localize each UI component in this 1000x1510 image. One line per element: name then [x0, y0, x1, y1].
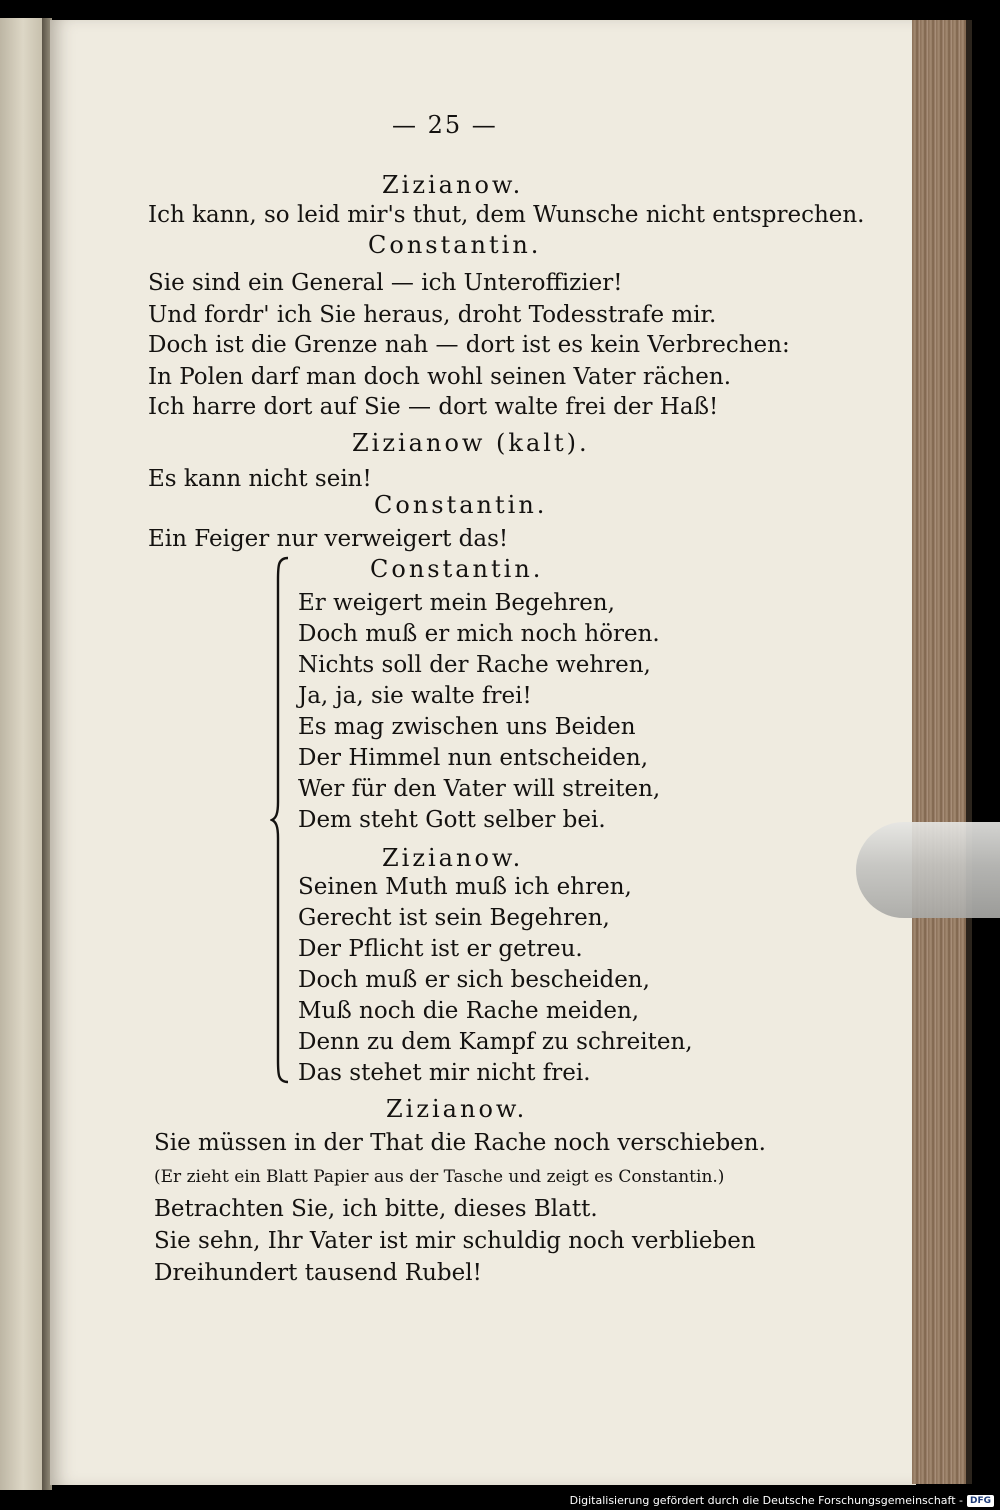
speaker-name: Constantin. [370, 555, 544, 583]
verse-line: Muß noch die Rache meiden, [298, 998, 640, 1024]
speaker-name: Zizianow. [382, 844, 524, 872]
verse-line: Ein Feiger nur verweigert das! [148, 526, 509, 552]
verse-line: Sie sind ein General — ich Unteroffizier! [148, 270, 623, 296]
verse-line: Er weigert mein Begehren, [298, 590, 615, 616]
verse-line: Denn zu dem Kampf zu schreiten, [298, 1029, 693, 1055]
verse-line: Und fordr' ich Sie heraus, droht Todesstrafe mir. [148, 302, 717, 328]
verse-line: Betrachten Sie, ich bitte, dieses Blatt. [154, 1196, 598, 1222]
verse-line: Sie sehn, Ihr Vater ist mir schuldig noch verblieben [154, 1228, 756, 1254]
verse-line: Es mag zwischen uns Beiden [298, 714, 636, 740]
curly-brace-icon [270, 556, 290, 1084]
digitization-footer [570, 1494, 994, 1507]
speaker-name: Zizianow (kalt). [352, 429, 590, 457]
verse-line: In Polen darf man doch wohl seinen Vater rächen. [148, 364, 732, 390]
dfg-logo: DFG [967, 1495, 994, 1507]
stage-direction: (Er zieht ein Blatt Papier aus der Tasche und zeigt es Constantin.) [154, 1167, 725, 1187]
verse-line: Nichts soll der Rache wehren, [298, 652, 651, 678]
verse-line: Ja, ja, sie walte frei! [298, 683, 532, 709]
footer-text: Digitalisierung gefördert durch die Deutsche Forschungsgemeinschaft - [569, 1494, 963, 1507]
verse-line: Doch muß er mich noch hören. [298, 621, 660, 647]
adjacent-page-edge [0, 18, 42, 1490]
verse-line: Doch muß er sich bescheiden, [298, 967, 650, 993]
speaker-name: Zizianow. [386, 1095, 528, 1123]
verse-line: Wer für den Vater will streiten, [298, 776, 661, 802]
speaker-name: Constantin. [374, 491, 548, 519]
verse-line: Seinen Muth muß ich ehren, [298, 874, 632, 900]
page-number: — 25 — [392, 111, 498, 139]
verse-line: Es kann nicht sein! [148, 466, 372, 492]
speaker-name: Constantin. [368, 231, 542, 259]
verse-line: Sie müssen in der That die Rache noch verschieben. [154, 1130, 766, 1156]
verse-line: Doch ist die Grenze nah — dort ist es kein Verbrechen: [148, 332, 790, 358]
verse-line: Ich kann, so leid mir's thut, dem Wunsche nicht entsprechen. [148, 202, 865, 228]
verse-line: Der Pflicht ist er getreu. [298, 936, 583, 962]
page-block-edge [912, 20, 968, 1484]
speaker-name: Zizianow. [382, 171, 524, 199]
verse-line: Gerecht ist sein Begehren, [298, 905, 610, 931]
verse-line: Ich harre dort auf Sie — dort walte frei der Haß! [148, 394, 719, 420]
verse-line: Dreihundert tausend Rubel! [154, 1260, 482, 1286]
verse-line: Das stehet mir nicht frei. [298, 1060, 591, 1086]
cover-edge [966, 20, 972, 1484]
verse-line: Der Himmel nun entscheiden, [298, 745, 649, 771]
verse-line: Dem steht Gott selber bei. [298, 807, 606, 833]
page-clip [856, 822, 1000, 918]
